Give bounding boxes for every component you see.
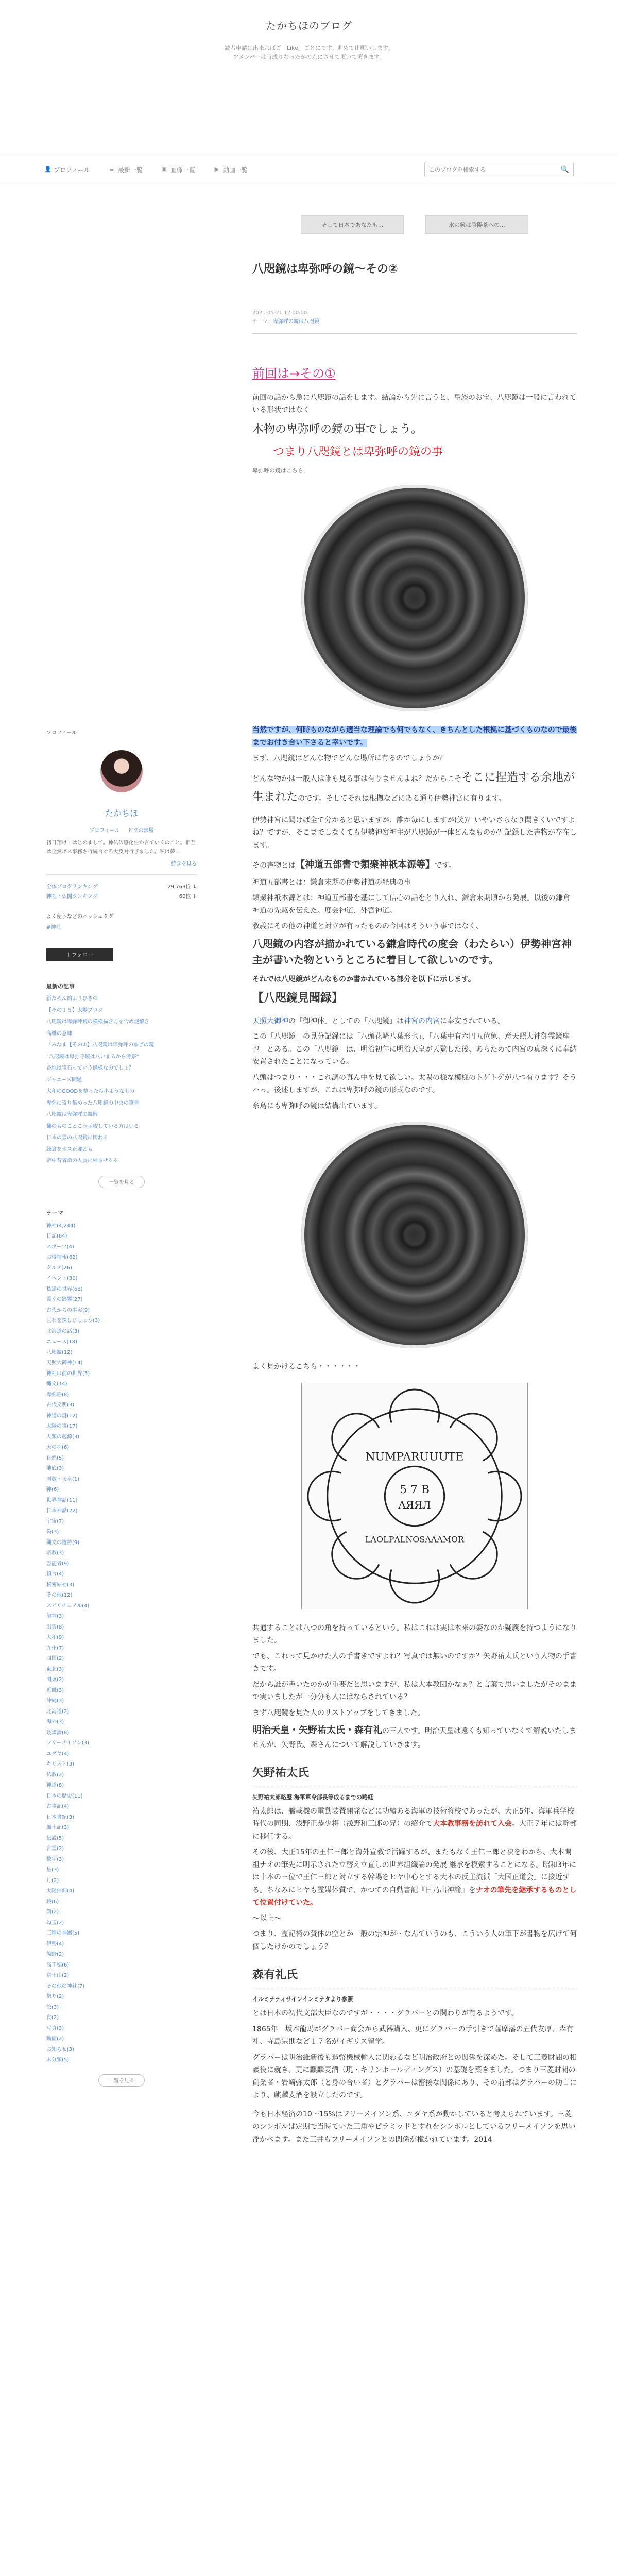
theme-item[interactable]: その他(12) (46, 1592, 73, 1598)
emphasis-red-text: 大本教事務を訪れて入会 (433, 1820, 512, 1828)
theme-item[interactable]: グルメ(26) (46, 1265, 72, 1271)
theme-item[interactable]: 神(6) (46, 1487, 59, 1493)
theme-item[interactable]: イベント(30) (46, 1276, 78, 1281)
image-container (252, 1383, 577, 1609)
next-article-button[interactable]: 水の鏡は陰陽茶への... (425, 215, 528, 234)
search-box (424, 162, 574, 177)
link-text[interactable]: 天照大御神 (252, 1016, 288, 1025)
theme-item[interactable]: 地底(3) (46, 1466, 64, 1471)
theme-item[interactable]: スポーツ(4) (46, 1244, 74, 1250)
recent-item[interactable]: 翻のものことこう示唆している方はいる (46, 1123, 139, 1129)
theme-item[interactable]: 写真(3) (46, 2025, 64, 2031)
profile-name[interactable]: たかちほ (105, 808, 138, 818)
sketch-text-bottom: LAOLPΛLNOSAΛAMOR (365, 1534, 465, 1545)
paragraph: だから誰が書いたのかが重要だと思いますが、私は大本教団かなぁ？と言葉で思いましたがそのままで実いましたが一分分も人にはならされている？ (252, 1680, 577, 1702)
book-title: 【神道五部書で類聚神祇本源等】 (296, 859, 435, 871)
image-container (252, 485, 577, 711)
theme-item[interactable]: 天の羽(6) (46, 1445, 70, 1450)
site-header (0, 0, 618, 155)
section-heading: 【八咫鏡見聞録】 (252, 992, 344, 1005)
prev-article-button[interactable]: そして日本であなたも... (301, 215, 404, 234)
theme-item[interactable]: ニュース(18) (46, 1339, 78, 1345)
theme-item[interactable]: 神社は前の世界(5) (46, 1370, 90, 1377)
recent-item[interactable]: ジャニーズ問題 (46, 1077, 82, 1083)
site-description-line: 読者申請は出来ればご「Like」ごとにです。進めて仕願いします。 (224, 45, 394, 52)
theme-item[interactable]: 霊幸の影響(27) (46, 1297, 83, 1302)
text: の「御神体」としての「八咫鏡」は (288, 1016, 404, 1025)
theme-item[interactable]: 縄文(14) (46, 1381, 67, 1387)
sketch-text-center: 5 7 B (400, 1483, 430, 1496)
recent-more-button[interactable]: 一覧を見る (98, 1176, 145, 1188)
sketch-text-top: NUMPARUUUTE (365, 1450, 464, 1463)
theme-item[interactable]: 古代文明(3) (46, 1402, 75, 1408)
theme-item[interactable]: 預言(4) (46, 1571, 64, 1577)
image-caption: 卑弥呼の鏡はこちら (252, 467, 303, 474)
section-subheading: 矢野祐太郎略歴 海軍軍令部長等成るまでの略経 (252, 1793, 373, 1801)
hashtag-link[interactable]: #神社 (46, 925, 61, 930)
profile-links (46, 826, 197, 834)
hashtag-heading: よく使うなどのハッシュタグ (46, 914, 113, 920)
theme-heading: テーマ (46, 1209, 63, 1216)
ranking-row (46, 882, 197, 892)
prev-part-link-text[interactable]: 前回は→その① (252, 366, 336, 381)
text: の三人です。明治天皇は遠くも知っていなくて解説いたしませんが、矢野氏、森さんについて解説していきます。 (252, 1727, 576, 1749)
paragraph: とは日本の初代文部大臣なのですが・・・・グラバーとの関わりが有るようです。 (252, 2009, 519, 2018)
theme-item[interactable]: 近畿(3) (46, 1687, 64, 1693)
category-label: テーマ： (252, 318, 273, 325)
recent-list (46, 993, 197, 1167)
person-icon: 👤 (44, 166, 52, 173)
paragraph: つまり、霊記術の賛体の空とか一般の宗神が〜なんていうのも、こういう人の筆下が書物を広げて何個したけかのでしょう？ (252, 1930, 577, 1951)
theme-item[interactable]: 言霊(2) (46, 1846, 64, 1852)
follow-button[interactable]: ＋フォロー (46, 948, 113, 961)
theme-item[interactable]: お知らせ(3) (46, 2046, 74, 2053)
prev-part-link[interactable] (252, 363, 577, 384)
theme-item[interactable]: 神道の謎(12) (46, 1413, 78, 1419)
emphasis-text: 明治天皇・矢野祐太氏・森有礼 (252, 1725, 382, 1736)
ranking-label[interactable]: 神社・仏閣ランキング (46, 894, 98, 900)
profile-heading: プロフィール (46, 730, 77, 736)
theme-item[interactable]: 世界神話(11) (46, 1497, 78, 1503)
theme-item[interactable]: 月(2) (46, 1877, 59, 1884)
theme-item[interactable]: 偽(3) (46, 1529, 59, 1535)
paragraph: まず八咫鏡を見た人のリストアップをしてきました。 (252, 1708, 425, 1717)
link-text[interactable]: 神宮の内宮 (404, 1016, 440, 1025)
theme-item[interactable]: 神社(4,244) (46, 1223, 76, 1229)
article-category-row (252, 317, 577, 326)
section-subheading: イルミナティサインインミナタより参照 (252, 1995, 353, 2003)
recent-item[interactable]: 卑弥に寄り集めった八咫鏡の中央の筆書 (46, 1100, 139, 1106)
theme-item[interactable]: 北海道(2) (46, 1708, 70, 1715)
section-heading-mori: 森有礼氏 (252, 1965, 577, 1989)
search-icon[interactable]: 🔍 (560, 165, 569, 174)
recent-item[interactable]: 八咫鏡は卑弥呼鏡の模様描き方を含め謎解き (46, 1019, 149, 1025)
text: 祐太郎は、艦載機の電動装置開発などに功績ある海軍の技術将校であったが、大正5年、海軍兵学校時代の同期、浅野正恭少将（浅野和三郎の兄）の紹介で (252, 1807, 574, 1828)
theme-item[interactable]: 高千穂(6) (46, 1962, 70, 1968)
theme-item[interactable]: 八咫鏡(12) (46, 1349, 73, 1355)
nav-videos[interactable] (214, 165, 248, 174)
recent-item[interactable]: 日本の霊の八咫鏡に関わる (46, 1135, 108, 1141)
avatar[interactable] (100, 750, 143, 792)
theme-item[interactable]: ユダヤ(4) (46, 1751, 70, 1757)
article-date: 2021-05-21 12:00:00 (252, 310, 307, 316)
main-content (252, 215, 577, 2149)
recent-item[interactable]: 帝中昔者命の人属に帰らせるる (46, 1158, 118, 1164)
theme-item[interactable]: フリーメイソン(3) (46, 1740, 90, 1746)
global-nav (0, 155, 618, 184)
theme-item[interactable]: 神道(8) (46, 1783, 64, 1788)
theme-item[interactable]: お得情報(62) (46, 1255, 78, 1260)
sidebar (46, 728, 197, 2087)
theme-more-button[interactable]: 一覧を見る (98, 2074, 145, 2087)
theme-item[interactable]: 龍神(3) (46, 1614, 64, 1619)
theme-item[interactable]: 人類の起源(3) (46, 1434, 80, 1440)
theme-item[interactable]: 自然(5) (46, 1455, 64, 1461)
theme-item[interactable]: 仏教(2) (46, 1772, 64, 1778)
theme-item[interactable]: 私達の世界(68) (46, 1286, 83, 1292)
theme-item[interactable]: 古事記(4) (46, 1804, 70, 1809)
recent-item[interactable]: 大和のGOODを整ったら小ようなもの (46, 1089, 135, 1094)
theme-item[interactable]: 熊野(2) (46, 1952, 64, 1957)
highlight-paragraph (252, 724, 577, 749)
paragraph (252, 768, 577, 808)
theme-item[interactable]: 伊勢(4) (46, 1941, 64, 1947)
sketch-text-center: ΛЯЯЛ (398, 1499, 431, 1511)
emphasis-red-text: つまり八咫鏡とは卑弥呼の鏡の事 (273, 446, 443, 459)
theme-item[interactable]: 風土記(3) (46, 1825, 70, 1831)
theme-item[interactable]: 暦数・天皇(1) (46, 1476, 80, 1482)
theme-item[interactable]: キリスト(3) (46, 1761, 74, 1767)
nav-latest[interactable] (109, 165, 143, 174)
theme-item[interactable]: 出雲(8) (46, 1624, 64, 1630)
mirror-sketch-image[interactable] (301, 1383, 528, 1609)
article-body (252, 363, 577, 2146)
recent-item[interactable]: 新ためん的よりひきの (46, 996, 98, 1002)
paragraph: でも、これって見かけた人の手書きですよね？写真では無いのですか？矢野祐太氏という人物の手書きです。 (252, 1652, 577, 1673)
theme-item[interactable]: スピリチュアル(4) (46, 1603, 90, 1609)
theme-item[interactable]: 九州(7) (46, 1645, 64, 1651)
paragraph: 八頭はつまり・・・これ調の真ん中を見て欲しい。太陽の様な模様のトゲトゲが八つ有ります？そうハっ。後述しますが、これは卑弥呼の鏡の形式なのです。 (252, 1073, 577, 1095)
list-icon: ≡ (109, 166, 114, 173)
emphasis-paragraph: 八咫鏡の内容が描かれている鎌倉時代の度会（わたらい）伊勢神宮神主が書いた物というところに着目して欲しいのです。 (252, 937, 572, 966)
recent-heading: 最新の記事 (46, 983, 75, 990)
theme-item[interactable]: 関東(2) (46, 1677, 64, 1683)
bronze-mirror-photo[interactable] (301, 485, 528, 711)
theme-item[interactable]: 秘密結社(3) (46, 1582, 75, 1588)
article-title[interactable]: 八咫鏡は卑弥呼の鏡〜その② (252, 263, 398, 276)
ranking-value: 29,763位 ↓ (167, 884, 197, 890)
paragraph: それでは八咫鏡がどんなものか書かれている部分を以下に示します。 (252, 975, 475, 984)
theme-item[interactable]: 日本書紀(3) (46, 1814, 75, 1820)
theme-item[interactable]: 三種の神器(5) (46, 1930, 80, 1936)
paragraph: まず、八咫鏡はどんな物でどんな場所に有るのでしょうか？ (252, 754, 447, 763)
recent-item[interactable]: 【その１５】太陽ブログ (46, 1007, 103, 1013)
theme-item[interactable]: 沖縄(3) (46, 1698, 64, 1704)
paragraph (252, 1846, 577, 1909)
divider (252, 333, 577, 334)
paragraph (252, 1722, 577, 1751)
theme-item[interactable]: 未分類(5) (46, 2057, 70, 2063)
paragraph: 伊勢神宮に聞けば全て分かると思いますが、誰か毎にしますが(笑)？いやいさらなり聞きくいですよね？ですが、そこまでしなくても伊勢神宮神主が八咫鏡が一体どんなものか？記録した書物が存在します。 (252, 816, 577, 850)
recent-item[interactable]: 各地は宝石っていう熊様なのでしょ？ (46, 1065, 134, 1071)
paragraph (252, 1805, 577, 1843)
paragraph (252, 857, 577, 873)
theme-item[interactable]: 伝説(5) (46, 1835, 64, 1841)
theme-item[interactable]: 祭り(2) (46, 1994, 64, 1999)
theme-item[interactable]: 太陽の事(17) (46, 1423, 78, 1429)
text: です。 (435, 861, 456, 870)
text: 。大正７年には幹部に移任する。 (252, 1820, 577, 1841)
video-icon: ▶ (214, 166, 219, 173)
room-link[interactable]: ピグの部屋 (128, 828, 154, 834)
image-container (252, 1122, 577, 1348)
recent-item[interactable]: 「みなま【その②】八咫鏡は卑弥呼のまぎの鏡 (46, 1042, 154, 1048)
emphasis-text: そこに捏造する余地が生まれた (252, 771, 575, 804)
theme-item[interactable]: 天照大御神(14) (46, 1360, 83, 1366)
text: どんな物かは一般人は誰も見る事は有りませんよね？だからこそ (252, 774, 461, 783)
paragraph: 類聚神祇本源とは：神道五部書を基にして信心の話をとり入れ、鎌倉末期頃から発展。以後の鎌倉神道の先駆を伝えた。度会神道、外宮神道。 (252, 894, 570, 915)
article-category-link[interactable]: 卑弥呼の鏡は八咫鏡 (273, 318, 319, 325)
paragraph: 今も日本経済の10〜15%はフリーメイソン系、ユダヤ系が動かしていると考えられています。三菱のシンボルは定期で当時ていた三角やピラミッドとすれをシンボルとしているフリーメイソンを思い浮かべます。また三井もフリーメイソンとの関係が権かれています。2014 (252, 2110, 576, 2144)
paragraph: 共通することは八つの角を持っているという。私はこれは実は本来の姿なのか疑義を持つようになりました。 (252, 1623, 577, 1645)
ranking-row (46, 892, 197, 902)
article-pager (252, 215, 577, 234)
theme-item[interactable]: 食(2) (46, 2015, 59, 2021)
theme-item[interactable]: 数字(3) (46, 1856, 64, 1862)
theme-item[interactable]: 動画(2) (46, 2036, 64, 2042)
site-description-line: アメンバーは時成りなったかのんにさせて頂いて頂きます。 (233, 54, 385, 60)
emphasis-red-text: ナオの筆先を継承するものとして位置付けていた。 (252, 1886, 577, 1907)
theme-item[interactable]: 海外(3) (46, 1719, 64, 1725)
theme-item[interactable]: 大和(9) (46, 1635, 64, 1640)
recent-item[interactable]: 鎌倉をボス正邪ども (46, 1146, 93, 1153)
theme-item[interactable]: 霊能者(9) (46, 1561, 70, 1567)
ranking-value: 60位 ↓ (179, 894, 197, 900)
article-meta (252, 309, 577, 326)
profile-more-link[interactable]: 続きを見る (171, 861, 197, 867)
nav-label: 画像一覧 (170, 166, 195, 174)
nav-label: 動画一覧 (222, 166, 248, 174)
theme-item[interactable]: 勾玉(2) (46, 1920, 64, 1926)
theme-item[interactable]: 日記(64) (46, 1233, 67, 1239)
text: その後、大正15年の王仁三郎と海外宣教で活躍するが、またもなく王仁三郎と袂をわかち、大本開祖ナオの筆先に明示された立替え立直しの世界組織論の発展 継承を模索することになる。昭和3年には十本の三位で王仁三郎と対立する幹場をヒヤ中心とする大本の反主流派「大国正道会」に接近する。ちなみにヒヤも霊媒体質で、かつての自動書記『日乃出神諭』を (252, 1848, 577, 1894)
nav-images[interactable] (161, 165, 195, 174)
recent-item[interactable]: "八咫鏡は卑弥呼鏡は八いまるから考察” (46, 1054, 139, 1060)
theme-item[interactable]: 剣(2) (46, 1909, 59, 1915)
theme-item[interactable]: 陰謀論(8) (46, 1730, 70, 1736)
theme-item[interactable]: 巨石を探しましょう(3) (46, 1318, 100, 1324)
paragraph: 教義にその他の神道と対立が有ったものの今回はそういう事ではなく、 (252, 922, 483, 931)
highlighted-text: 当然ですが、何時ものながら適当な理論でも何でもなく、きちんとした根拠に基づくものなので最後までお付き合い下さると幸いです。 (252, 726, 577, 747)
paragraph: グラバーは明治維新後も造幣機械輸入に関わるなど明治政府との関係を深めた。そして三菱財閥の相談役に就き、更に麒麟麦酒（現・キリンホールディングス）の基礎を築きました。つまり三菱財閥の創業者・岩崎弥太郎（と身の合い者）とグラバーは密接な関係にあり、その前部はグラバーの助言により、麒麟麦酒を設立したのです。 (252, 2053, 577, 2100)
theme-item[interactable]: 古代からの事実(9) (46, 1307, 90, 1313)
image-caption: よく見かけるこちら・・・・・・ (252, 1363, 360, 1371)
paragraph: 糸島にも卑弥呼の鏡は結構出ています。 (252, 1101, 382, 1110)
divider (46, 874, 197, 875)
theme-item[interactable]: 宗教(3) (46, 1550, 64, 1556)
emphasis-text: 本物の卑弥呼の鏡の事でしょう。 (252, 422, 423, 436)
theme-item[interactable]: 卑弥呼(8) (46, 1392, 70, 1398)
theme-item[interactable]: 日本の歴史(11) (46, 1793, 83, 1799)
site-description (0, 44, 618, 61)
profile-description: 初日翔け！はじめまして。神仏仏感化生か言ていくのこと。相互は全然ボス事務さ行続言ぐろ大反対行ぎました。私は夢... (46, 840, 196, 855)
theme-item[interactable]: 太陽信仰(4) (46, 1888, 75, 1894)
theme-item[interactable]: 北海道の話(3) (46, 1328, 80, 1334)
paragraph: 神道五部書とは：鎌倉末期の伊勢神道の経典の事 (252, 878, 411, 887)
theme-item[interactable]: 旅(3) (46, 2004, 59, 2010)
profile-link[interactable]: プロフィール (89, 828, 120, 834)
theme-item[interactable]: 縄文の遺跡(9) (46, 1539, 80, 1546)
source-note: 〜以上〜 (252, 1914, 281, 1923)
text: に奉安されている。 (440, 1016, 505, 1025)
quote-paragraph: この「八咫鏡」の見分記録には「八頭花崎八葉形也」、「八葉中有六円五位象、意天照大神御霊鏡座也」とある。この「八咫鏡」は、明治初年に明治天皇が天覧した後、あらためて内宮の真深くに奉納安置されたことになっている。 (252, 1032, 577, 1066)
theme-item[interactable]: 富士山(2) (46, 1973, 70, 1978)
text: その書物とは (252, 861, 296, 870)
site-title[interactable]: たかちほのブログ (266, 20, 352, 32)
theme-item[interactable]: 鏡(6) (46, 1899, 59, 1905)
paragraph: 1865年 坂本龍馬がグラバー商会から武器購入、更にグラバーの手引きで薩摩藩の五代友厚、森有礼、寺島宗則など１７名がイギリス留学。 (252, 2025, 574, 2046)
nav-profile[interactable] (44, 165, 90, 174)
quote-paragraph (252, 1015, 577, 1028)
theme-item[interactable]: その他の神社(7) (46, 1983, 85, 1989)
recent-item[interactable]: 八咫鏡は卑弥呼の鏡解 (46, 1112, 98, 1117)
image-icon: ▣ (161, 166, 167, 173)
nav-label: プロフィール (54, 166, 90, 174)
theme-item[interactable]: 宇宙(7) (46, 1518, 64, 1524)
theme-item[interactable]: 日本神話(22) (46, 1508, 78, 1514)
recent-item[interactable]: 高橋の意味 (46, 1030, 72, 1037)
theme-item[interactable]: 東北(3) (46, 1666, 64, 1672)
nav-label: 最新一覧 (117, 166, 143, 174)
bronze-mirror-photo[interactable] (301, 1122, 528, 1348)
page-layout (0, 184, 618, 2576)
theme-item[interactable]: 星(3) (46, 1867, 59, 1873)
text: のです。そしてそれは根拠などにある通り伊勢神宮に有ります。 (298, 794, 506, 803)
ranking-label[interactable]: 全体ブログランキング (46, 884, 98, 890)
theme-item[interactable]: 四国(2) (46, 1656, 64, 1662)
theme-list (46, 1221, 197, 2066)
search-input[interactable] (429, 166, 561, 173)
section-heading-yano: 矢野祐太氏 (252, 1764, 577, 1787)
paragraph: 前回の話から急に八咫鏡の話をします。結論から先に言うと、皇族のお宝、八咫鏡は一般に言われている形状ではなく (252, 393, 576, 415)
